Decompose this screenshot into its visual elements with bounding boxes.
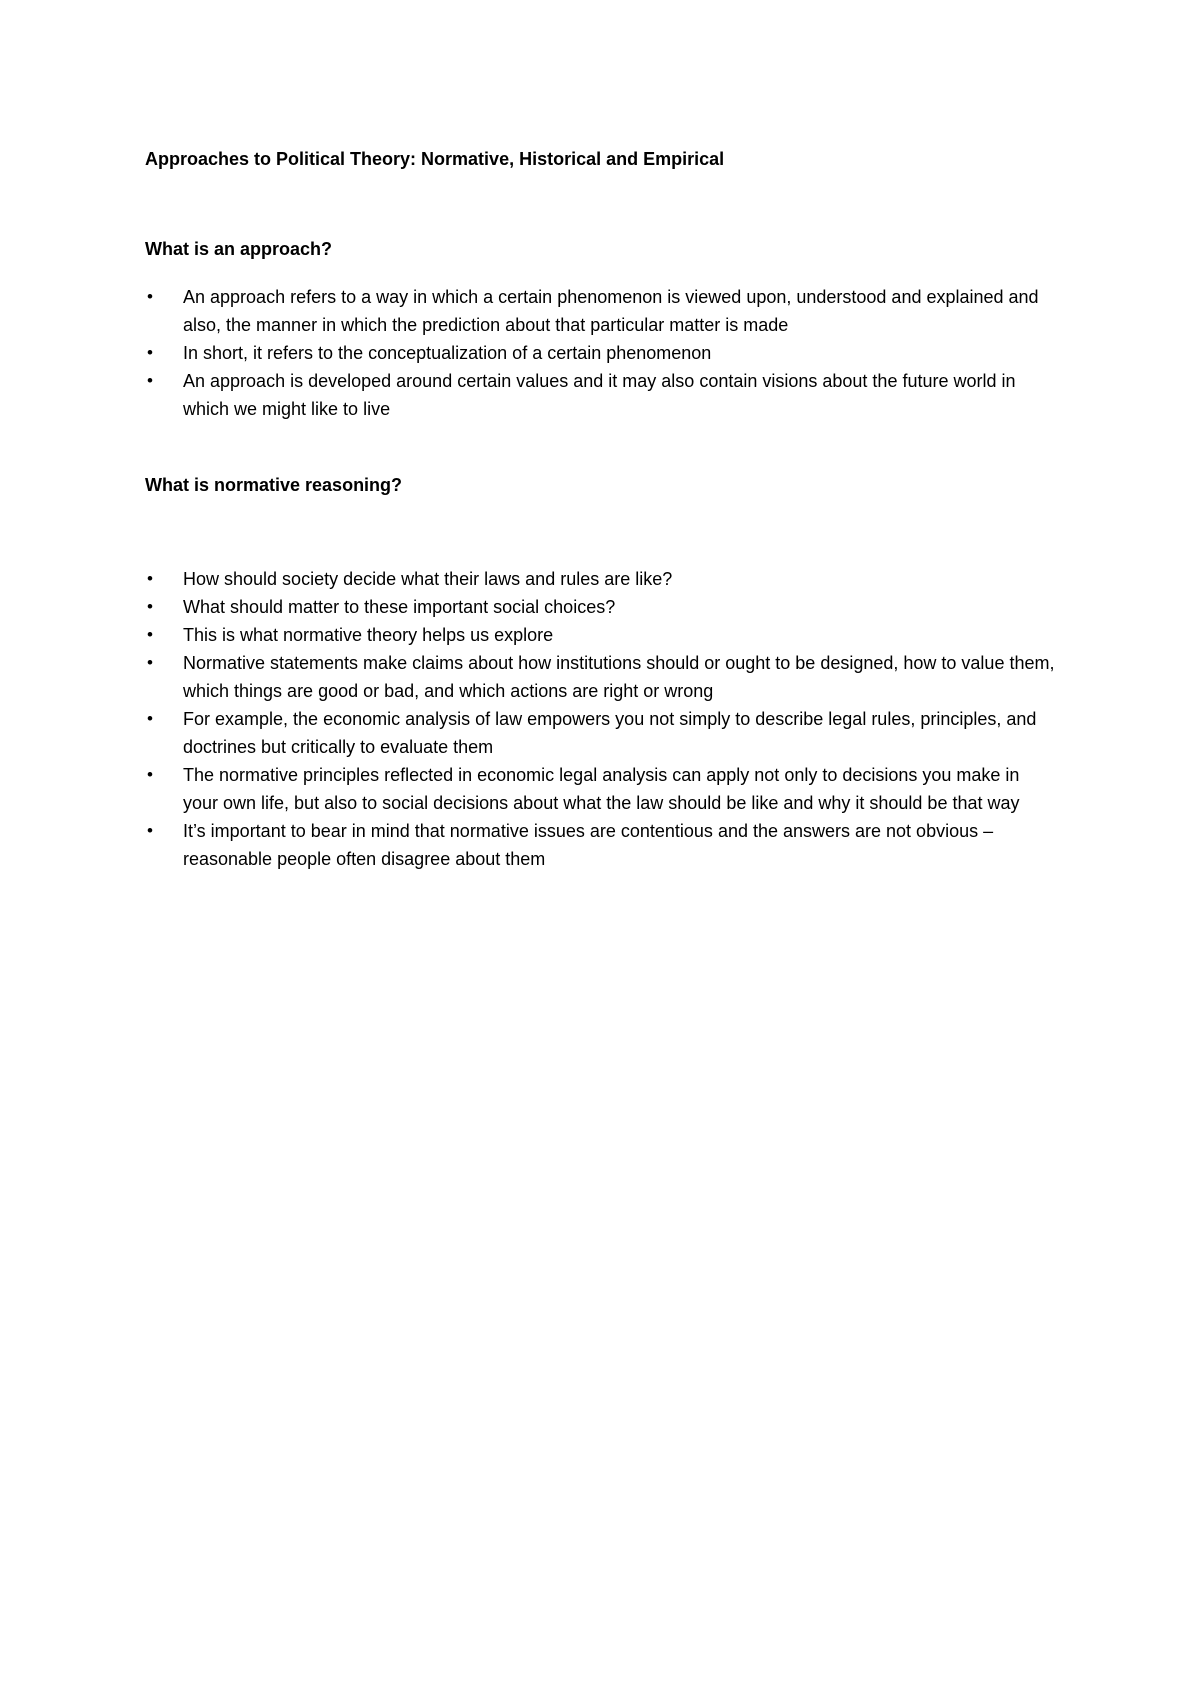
bullet-list-normative	[145, 565, 1055, 873]
list-item: • The normative principles reflected in economic legal analysis can apply not only to decisions you make in your own life, but also to social decisions about what the law should be like and why it should be that way	[145, 761, 1055, 817]
list-item: • Normative statements make claims about how institutions should or ought to be designed, how to value them, which things are good or bad, and which actions are right or wrong	[145, 649, 1055, 705]
page-title: Approaches to Political Theory: Normative, Historical and Empirical	[145, 149, 725, 169]
list-item: • For example, the economic analysis of law empowers you not simply to describe legal rules, principles, and doctrines but critically to evaluate them	[145, 705, 1055, 761]
list-item: • This is what normative theory helps us explore	[145, 621, 1055, 649]
section-heading-what-is-normative-reasoning: What is normative reasoning?	[145, 475, 403, 495]
list-item: • How should society decide what their laws and rules are like?	[145, 565, 1055, 593]
bullet-list-approach	[145, 283, 1055, 423]
section-heading-what-is-an-approach: What is an approach?	[145, 239, 333, 259]
list-item: • An approach is developed around certain values and it may also contain visions about the future world in which we might like to live	[145, 367, 1055, 423]
list-item: • What should matter to these important social choices?	[145, 593, 1055, 621]
list-item: • It’s important to bear in mind that normative issues are contentious and the answers are not obvious – reasonable people often disagree about them	[145, 817, 1055, 873]
list-item: • In short, it refers to the conceptualization of a certain phenomenon	[145, 339, 1055, 367]
list-item: • An approach refers to a way in which a certain phenomenon is viewed upon, understood and explained and also, the manner in which the prediction about that particular matter is made	[145, 283, 1055, 339]
